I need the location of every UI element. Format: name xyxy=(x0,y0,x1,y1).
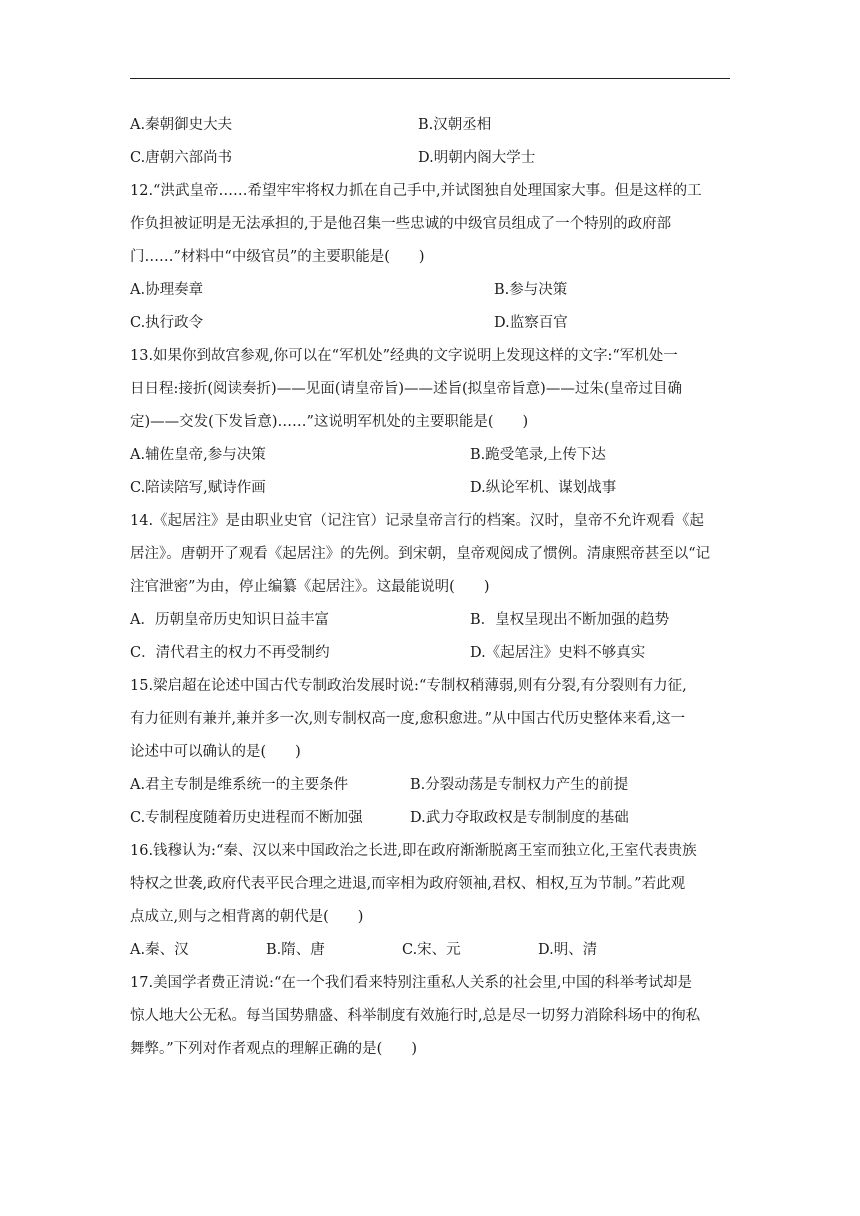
header-rule xyxy=(130,78,730,79)
q16-options-row xyxy=(130,938,730,971)
q15-option-c: C.专制程度随着历史进程而不断加强 xyxy=(130,810,363,826)
q12-options-row-1 xyxy=(130,278,730,311)
q12-stem-line: 作负担被证明是无法承担的,于是他召集一些忠诚的中级官员组成了一个特别的政府部 xyxy=(130,216,672,232)
q14-stem-line: 注官泄密”为由，停止编纂《起居注》。这最能说明( ) xyxy=(130,579,490,595)
q14-option-b: B．皇权呈现出不断加强的趋势 xyxy=(470,612,670,628)
q11-option-b: B.汉朝丞相 xyxy=(418,117,492,133)
q13-option-c: C.陪读陪写,赋诗作画 xyxy=(130,480,266,496)
q16-stem-line: 点成立,则与之相背离的朝代是( ) xyxy=(130,909,364,925)
q14-options-row-2 xyxy=(130,641,730,674)
q15-option-d: D.武力夺取政权是专制制度的基础 xyxy=(410,810,629,826)
q14-option-a: A．历朝皇帝历史知识日益丰富 xyxy=(130,612,329,628)
q11-option-d: D.明朝内阁大学士 xyxy=(418,150,536,166)
q12-option-b: B.参与决策 xyxy=(494,282,568,298)
q15-option-a: A.君主专制是维系统一的主要条件 xyxy=(130,777,349,793)
q16-option-b: B.隋、唐 xyxy=(266,942,325,958)
q15-option-b: B.分裂动荡是专制权力产生的前提 xyxy=(410,777,629,793)
q12-option-c: C.执行政令 xyxy=(130,315,204,331)
q13-option-b: B.跪受笔录,上传下达 xyxy=(470,447,606,463)
q11-option-a: A.秦朝御史大夫 xyxy=(130,117,233,133)
q15-stem-line: 论述中可以确认的是( ) xyxy=(130,744,301,760)
q13-option-a: A.辅佐皇帝,参与决策 xyxy=(130,447,266,463)
q16-option-d: D.明、清 xyxy=(538,942,598,958)
q12-option-d: D.监察百官 xyxy=(494,315,568,331)
q13-options-row-1 xyxy=(130,443,730,476)
q12-stem-line: 12.“洪武皇帝……希望牢牢将权力抓在自己手中,并试图独自处理国家大事。但是这样的工 xyxy=(130,183,702,199)
q13-options-row-2 xyxy=(130,476,730,509)
q17-stem-line: 17.美国学者费正清说:“在一个我们看来特别注重私人关系的社会里,中国的科举考试却是 xyxy=(130,975,692,991)
q13-stem-line: 日日程:接折(阅读奏折)——见面(请皇帝旨)——述旨(拟皇帝旨意)——过朱(皇帝过目确 xyxy=(130,381,682,397)
q14-stem-line: 居注》。唐朝开了观看《起居注》的先例。到宋朝，皇帝观阅成了惯例。清康熙帝甚至以“记 xyxy=(130,546,711,562)
q15-options-row-2 xyxy=(130,806,730,839)
q14-option-d: D.《起居注》史料不够真实 xyxy=(470,645,646,661)
q16-option-c: C.宋、元 xyxy=(402,942,461,958)
q17-stem-line: 舞弊。”下列对作者观点的理解正确的是( ) xyxy=(130,1041,417,1057)
q13-option-d: D.纵论军机、谋划战事 xyxy=(470,480,617,496)
q15-options-row-1 xyxy=(130,773,730,806)
q15-stem-line: 15.梁启超在论述中国古代专制政治发展时说:“专制权稍薄弱,则有分裂,有分裂则有力征, xyxy=(130,678,687,694)
q12-stem-line: 门……”材料中“中级官员”的主要职能是( ) xyxy=(130,249,425,265)
q14-stem-line: 14.《起居注》是由职业史官（记注官）记录皇帝言行的档案。汉时，皇帝不允许观看《起 xyxy=(130,513,705,529)
q15-stem-line: 有力征则有兼并,兼并多一次,则专制权高一度,愈积愈进。”从中国古代历史整体来看,这一 xyxy=(130,711,686,727)
exam-page xyxy=(130,113,730,1070)
q14-options-row-1 xyxy=(130,608,730,641)
q17-stem-line: 惊人地大公无私。每当国势鼎盛、科举制度有效施行时,总是尽一切努力消除科场中的徇私 xyxy=(130,1008,701,1024)
q16-stem-line: 16.钱穆认为:“秦、汉以来中国政治之长进,即在政府渐渐脱离王室而独立化,王室代表贵族 xyxy=(130,843,697,859)
q13-stem-line: 定)——交发(下发旨意)……”这说明军机处的主要职能是( ) xyxy=(130,414,529,430)
q11-options-row-1 xyxy=(130,113,730,146)
q16-stem-line: 特权之世袭,政府代表平民合理之进退,而宰相为政府领袖,君权、相权,互为节制。”若此观 xyxy=(130,876,686,892)
q13-stem-line: 13.如果你到故宫参观,你可以在“军机处”经典的文字说明上发现这样的文字:“军机处一 xyxy=(130,348,678,364)
q12-option-a: A.协理奏章 xyxy=(130,282,204,298)
q12-options-row-2 xyxy=(130,311,730,344)
q14-option-c: C．清代君主的权力不再受制约 xyxy=(130,645,330,661)
q11-options-row-2 xyxy=(130,146,730,179)
q16-option-a: A.秦、汉 xyxy=(130,942,189,958)
q11-option-c: C.唐朝六部尚书 xyxy=(130,150,233,166)
